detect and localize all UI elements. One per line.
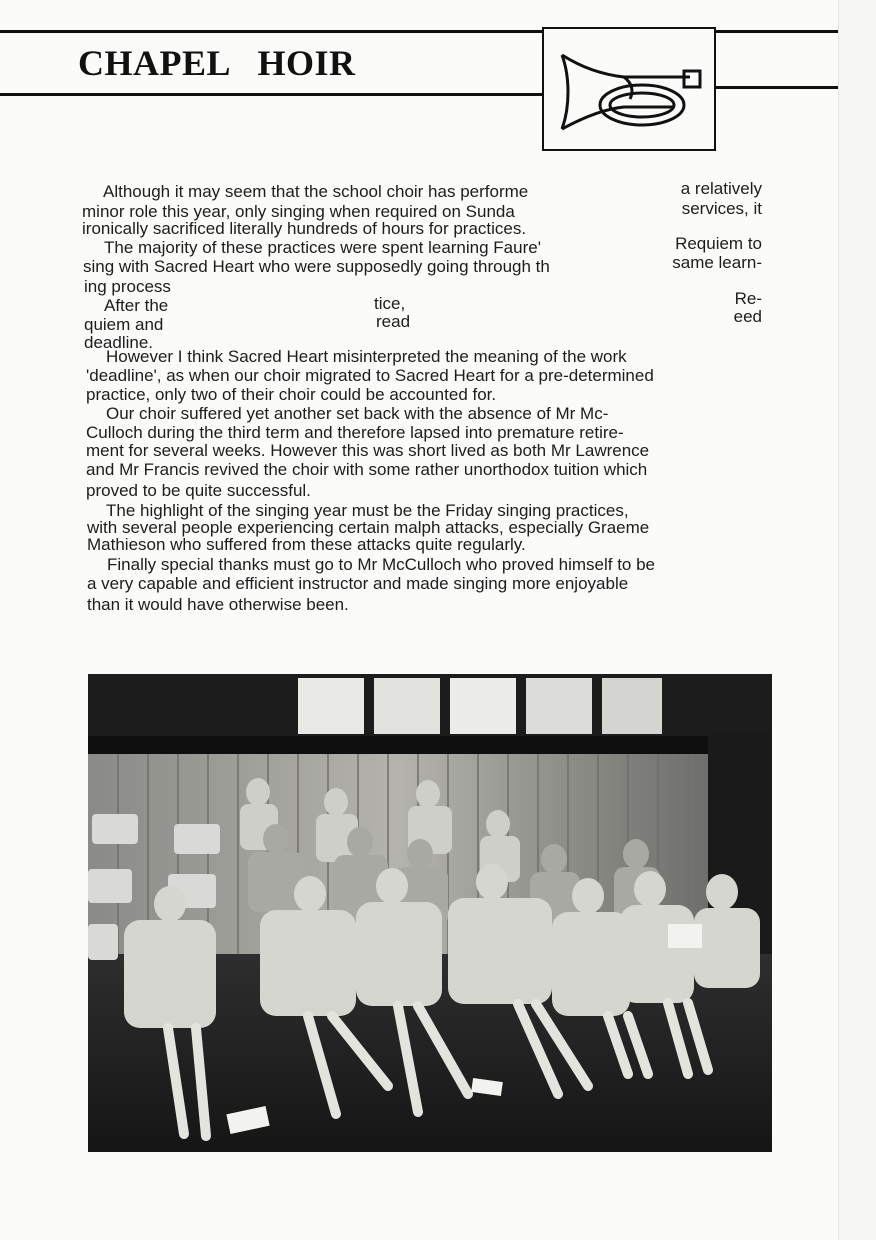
p3-line-1-mid: tice, [374,294,406,313]
p5-line-2: Culloch during the third term and therefore lapsed into premature retire- [86,423,624,442]
p4-line-2: 'deadline', as when our choir migrated to Sacred Heart for a pre-determined [86,366,654,385]
emblem-box [542,27,716,151]
page-title: CHAPEL HOIR [78,43,356,83]
p3-line-3: deadline. [84,333,154,352]
header-bottom-rule-right [716,86,838,89]
p7-line-1: Finally special thanks must go to Mr McCulloch who proved himself to be [107,555,656,574]
p4-line-3: practice, only two of their choir could be accounted for. [86,385,497,404]
p5-line-4: and Mr Francis revived the choir with some rather unorthodox tuition which [86,460,648,479]
p7-line-2: a very capable and efficient instructor and made singing more enjoyable [87,574,629,593]
p3-line-2-right: eed [733,307,762,326]
header-bottom-rule [0,93,544,96]
p5-line-1: Our choir suffered yet another set back with the absence of Mr Mc- [106,404,609,423]
p1-line-2-right: services, it [681,199,762,218]
p1-line-1-right: a relatively [680,179,762,198]
header-top-rule-right [716,30,838,33]
p6-line-3: Mathieson who suffered from these attacks quite regularly. [87,535,526,554]
p2-line-2: sing with Sacred Heart who were supposedly going through th [83,257,550,276]
p2-line-1: The majority of these practices were spent learning Faure' [104,238,541,257]
p3-line-1-right: Re- [734,289,762,308]
p1-line-1: Although it may seem that the school choir has performe [103,182,529,201]
p2-line-1-right: Requiem to [675,234,762,253]
p2-line-3: ing process [84,277,171,296]
p3-line-2-mid: read [376,312,411,331]
p7-line-3: than it would have otherwise been. [87,595,349,614]
p6-line-1: The highlight of the singing year must be the Friday singing practices, [106,501,629,520]
p2-line-2-right: same learn- [672,253,762,272]
p3-line-1-left: After the [104,296,169,315]
p4-line-1: However I think Sacred Heart misinterpreted the meaning of the work [106,347,627,366]
bugle-icon [554,47,706,137]
p3-line-2-left: quiem and [84,315,164,334]
p6-line-2: with several people experiencing certain malph attacks, especially Graeme [87,518,650,537]
p5-line-3: ment for several weeks. However this was short lived as both Mr Lawrence [86,441,650,460]
choir-photo [88,674,772,1152]
p1-line-2: minor role this year, only singing when required on Sunda [82,202,515,221]
p1-line-3: ironically sacrificed literally hundreds of hours for practices. [82,219,527,238]
header-top-rule [0,30,544,33]
p5-line-5: proved to be quite successful. [86,481,311,500]
page-edge [838,0,876,1240]
